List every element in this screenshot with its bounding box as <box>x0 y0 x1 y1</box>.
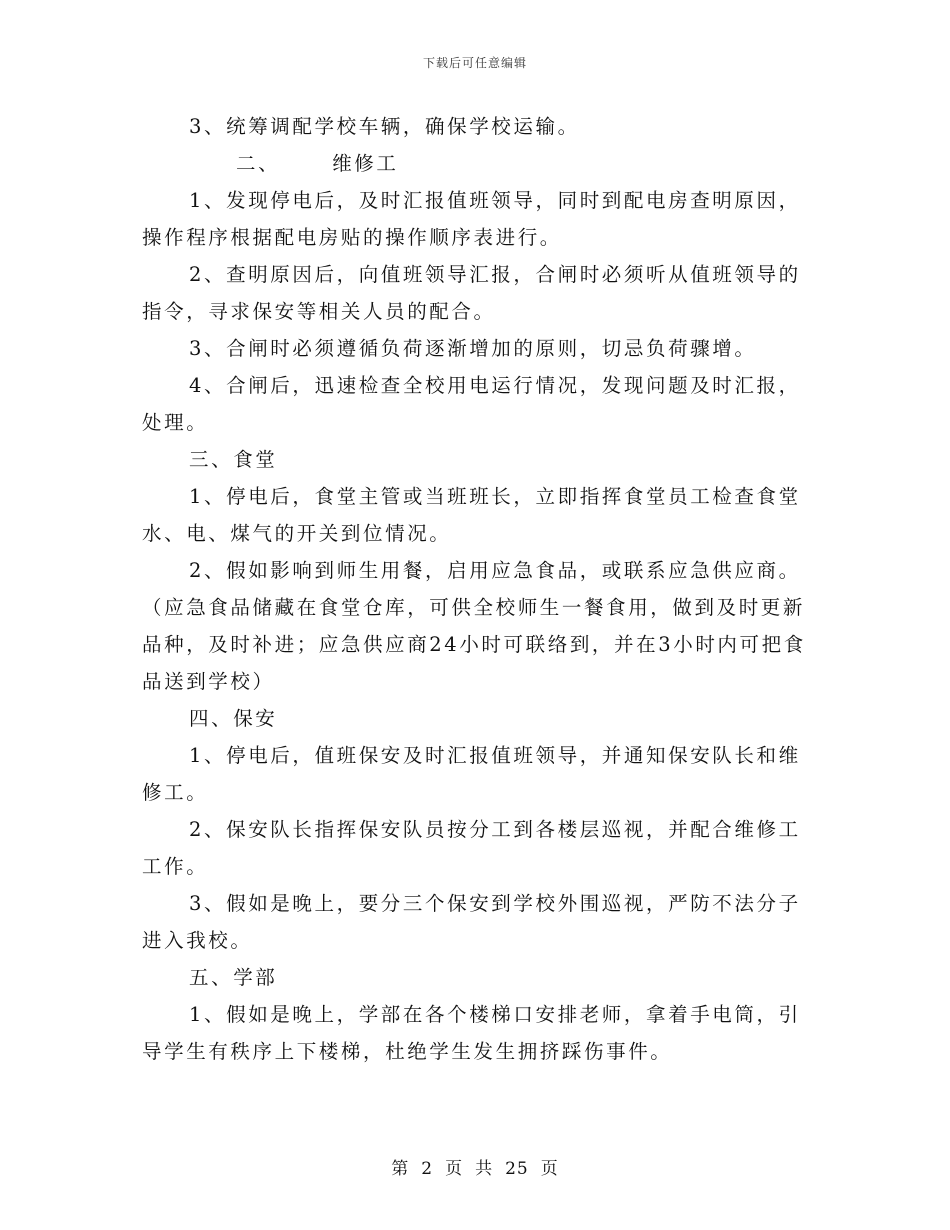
footer-total-label: 共 <box>475 1159 494 1179</box>
paragraph-canteen-note: （应急食品储藏在食堂仓库，可供全校师生一餐食用，做到及时更新品种，及时补进；应急供应商24小时可联络到，并在3小时内可把食品送到学校） <box>142 596 806 693</box>
paragraph-vehicles: 3、统筹调配学校车辆，确保学校运输。 <box>189 115 580 138</box>
page-footer <box>0 1154 950 1179</box>
paragraph-canteen-2: 2、假如影响到师生用餐，启用应急食品，或联系应急供应商。 <box>189 559 801 582</box>
paragraph-security-2: 2、保安队长指挥保安队员按分工到各楼层巡视，并配合维修工工作。 <box>142 818 801 878</box>
paragraph-maintenance-2: 2、查明原因后，向值班领导汇报，合闸时必须听从值班领导的指令，寻求保安等相关人员的配合。 <box>142 263 801 323</box>
footer-page-label: 页 <box>445 1159 464 1179</box>
footer-page-number: 2 <box>421 1159 434 1179</box>
footer-total-pages: 25 <box>505 1159 529 1179</box>
paragraph-maintenance-3: 3、合闸时必须遵循负荷逐渐增加的原则，切忌负荷骤增。 <box>189 337 757 360</box>
paragraph-security-3: 3、假如是晚上，要分三个保安到学校外围巡视，严防不法分子进入我校。 <box>142 892 801 952</box>
section-title: 维修工 <box>332 152 399 175</box>
paragraph-academic-1: 1、假如是晚上，学部在各个楼梯口安排老师，拿着手电筒，引导学生有秩序上下楼梯，杜绝学生发生拥挤踩伤事件。 <box>142 1003 801 1063</box>
section-heading-canteen: 三、食堂 <box>189 448 278 471</box>
document-body <box>142 108 822 1070</box>
paragraph-canteen-1: 1、停电后，食堂主管或当班班长，立即指挥食堂员工检查食堂水、电、煤气的开关到位情况。 <box>142 485 801 545</box>
footer-suffix: 页 <box>540 1159 559 1179</box>
section-number: 二、 <box>236 152 281 175</box>
paragraph-maintenance-4: 4、合闸后，迅速检查全校用电运行情况，发现问题及时汇报，处理。 <box>142 374 801 434</box>
paragraph-maintenance-1: 1、发现停电后，及时汇报值班领导，同时到配电房查明原因，操作程序根据配电房贴的操作顺序表进行。 <box>142 189 801 249</box>
section-heading-academic: 五、学部 <box>189 966 278 989</box>
footer-prefix: 第 <box>391 1159 410 1179</box>
header-note: 下载后可任意编辑 <box>422 56 527 70</box>
section-heading-security: 四、保安 <box>189 707 278 730</box>
paragraph-security-1: 1、停电后，值班保安及时汇报值班领导，并通知保安队长和维修工。 <box>142 744 801 804</box>
section-heading-maintenance <box>142 145 822 182</box>
